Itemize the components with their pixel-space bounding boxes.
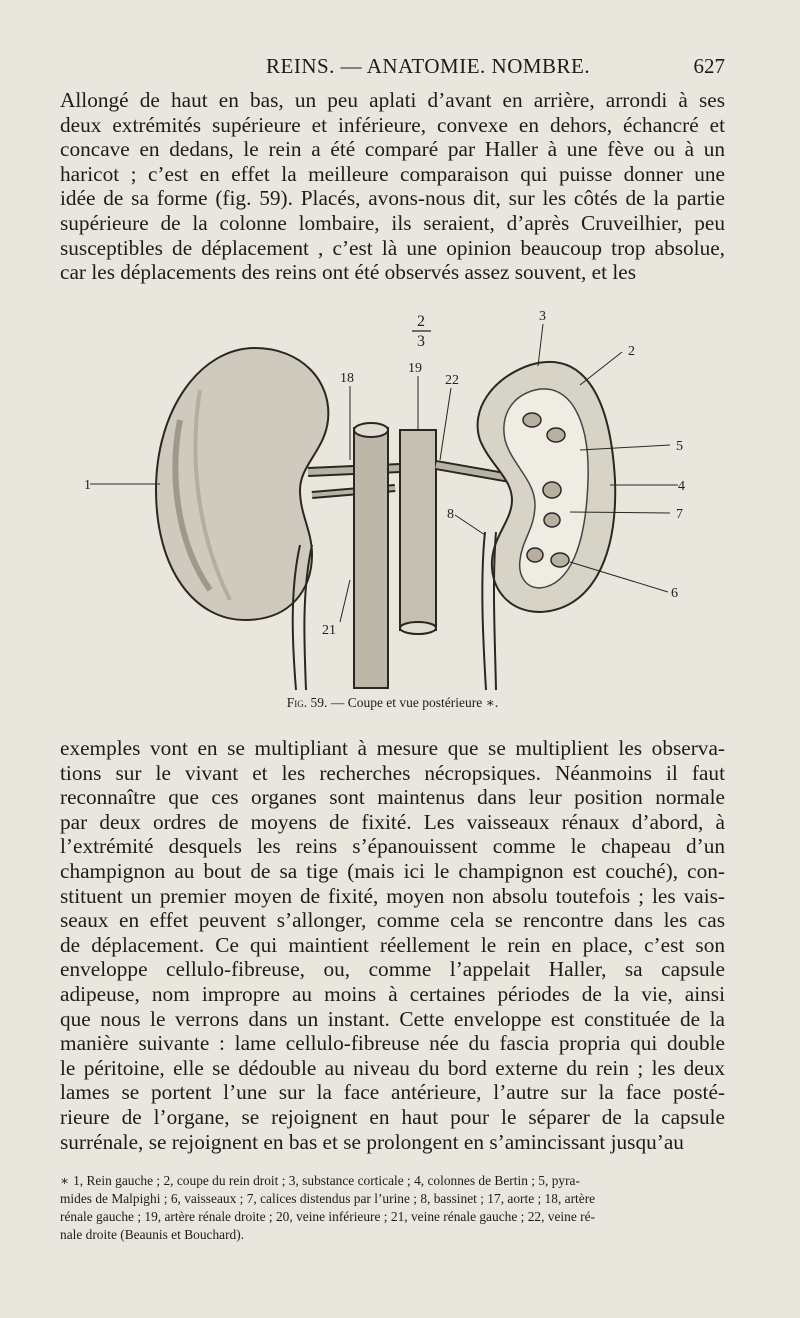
- footnote: [60, 1172, 725, 1244]
- footnote-line: [60, 1172, 725, 1190]
- label-21: 21: [322, 623, 336, 638]
- text-line: haricot ; c’est en effet la meilleure comparaison qui puisse donner une: [60, 161, 725, 186]
- vena-cava-section: [354, 423, 388, 437]
- footnote-line: mides de Malpighi ; 6, vaisseaux ; 7, calices distendus par l’urine ; 8, bassinet ; 17, aorte ; 18, artère: [60, 1191, 596, 1206]
- label-4: 4: [678, 479, 685, 494]
- text-line: champignon au bout de sa tige (mais ici le champignon est couché), con-: [60, 858, 725, 883]
- figure-number: Fig. 59.: [286, 695, 328, 710]
- text-line: seaux en effet peuvent s’allonger, comme cela se rencontre dans les cas: [60, 908, 725, 933]
- text-line: que nous le verrons dans un instant. Cette enveloppe est constituée de la: [60, 1006, 725, 1031]
- text-line: deux extrémités supérieure et inférieure, convexe en dehors, échancré et: [60, 112, 725, 137]
- text-line: manière suivante : lame cellulo-fibreuse née du fascia propria qui double: [60, 1031, 725, 1056]
- text-line: par deux ordres de moyens de fixité. Les vaisseaux rénaux d’abord, à: [60, 809, 725, 834]
- text-line: concave en dedans, le rein a été comparé par Haller à une fève ou à un: [60, 137, 725, 162]
- text-line: supérieure de la colonne lombaire, ils seraient, d’après Cruveilhier, peu: [60, 210, 725, 235]
- right-ureter: [494, 532, 496, 690]
- text-line: le péritoine, elle se dédouble au niveau du bord externe du rein ; les deux: [60, 1055, 725, 1080]
- text-line: susceptibles de déplacement , c’est là une opinion beaucoup trop absolue,: [60, 235, 725, 260]
- caption-text: — Coupe et vue postérieure ∗.: [330, 695, 499, 710]
- paragraph-1: [60, 88, 725, 285]
- aorta-section: [400, 622, 436, 634]
- label-7: 7: [676, 507, 683, 522]
- left-kidney: [156, 348, 328, 620]
- text-line: exemples vont en se multipliant à mesure que se multiplient les observa-: [60, 736, 725, 760]
- text-line: adipeuse, nom impropre au moins à certaines périodes de la vie, ainsi: [60, 981, 725, 1006]
- text-line: stituent un premier moyen de fixité, moyen non absolu toutefois ; les vais-: [60, 883, 725, 908]
- running-title: REINS. — ANATOMIE. NOMBRE.: [266, 54, 591, 78]
- label-22: 22: [445, 373, 459, 388]
- label-1: 1: [84, 478, 91, 493]
- running-header: [60, 52, 725, 82]
- aorta: [400, 430, 436, 630]
- footnote-marker: ∗: [60, 1173, 70, 1188]
- label-2: 2: [628, 344, 635, 359]
- text-line: reconnaître que ces organes sont maintenus dans leur position normale: [60, 785, 725, 810]
- paragraph-2: [60, 736, 725, 1154]
- text-line: enveloppe cellulo-fibreuse, ou, comme l’appelait Haller, sa capsule: [60, 957, 725, 982]
- text-line: car les déplacements des reins ont été observés assez souvent, et les: [60, 260, 636, 285]
- text-line: rieure de l’organe, se rejoignent en haut pour le séparer de la capsule: [60, 1104, 725, 1129]
- kidney-figure: [84, 300, 720, 700]
- label-8: 8: [447, 507, 454, 522]
- text-line: idée de sa forme (fig. 59). Placés, avons-nous dit, sur les côtés de la partie: [60, 186, 725, 211]
- text-line: Allongé de haut en bas, un peu aplati d’avant en arrière, arrondi à ses: [60, 88, 725, 112]
- text-line: lames se portent l’une sur la face antérieure, l’autre sur la face posté-: [60, 1080, 725, 1105]
- text-line: de déplacement. Ce qui maintient réellement le rein en place, c’est son: [60, 932, 725, 957]
- scale-numerator: 2: [417, 313, 425, 330]
- scale-denominator: 3: [417, 333, 425, 350]
- text-line: surrénale, se rejoignent en bas et se prolongent en s’amincissant jusqu’au: [60, 1129, 684, 1154]
- footnote-line: nale droite (Beaunis et Bouchard).: [60, 1227, 245, 1242]
- label-5: 5: [676, 439, 683, 454]
- text-line: l’extrémité desquels les reins s’épanouissent comme le chapeau d’un: [60, 834, 725, 859]
- right-ureter: [482, 532, 486, 690]
- vena-cava: [354, 428, 388, 688]
- label-6: 6: [671, 586, 678, 601]
- text-line: tions sur le vivant et les recherches nécropsiques. Néanmoins il faut: [60, 760, 725, 785]
- label-18: 18: [340, 371, 354, 386]
- footnote-text: 1, Rein gauche ; 2, coupe du rein droit ; 3, substance corticale ; 4, colonnes de Bertin ; 5, pyra-: [73, 1173, 580, 1188]
- label-19: 19: [408, 361, 422, 376]
- footnote-line: rénale gauche ; 19, artère rénale droite ; 20, veine inférieure ; 21, veine rénale gauche ; 22, veine ré-: [60, 1209, 595, 1224]
- page-number: 627: [693, 54, 725, 78]
- label-3: 3: [539, 309, 546, 324]
- figure-caption: [60, 695, 725, 711]
